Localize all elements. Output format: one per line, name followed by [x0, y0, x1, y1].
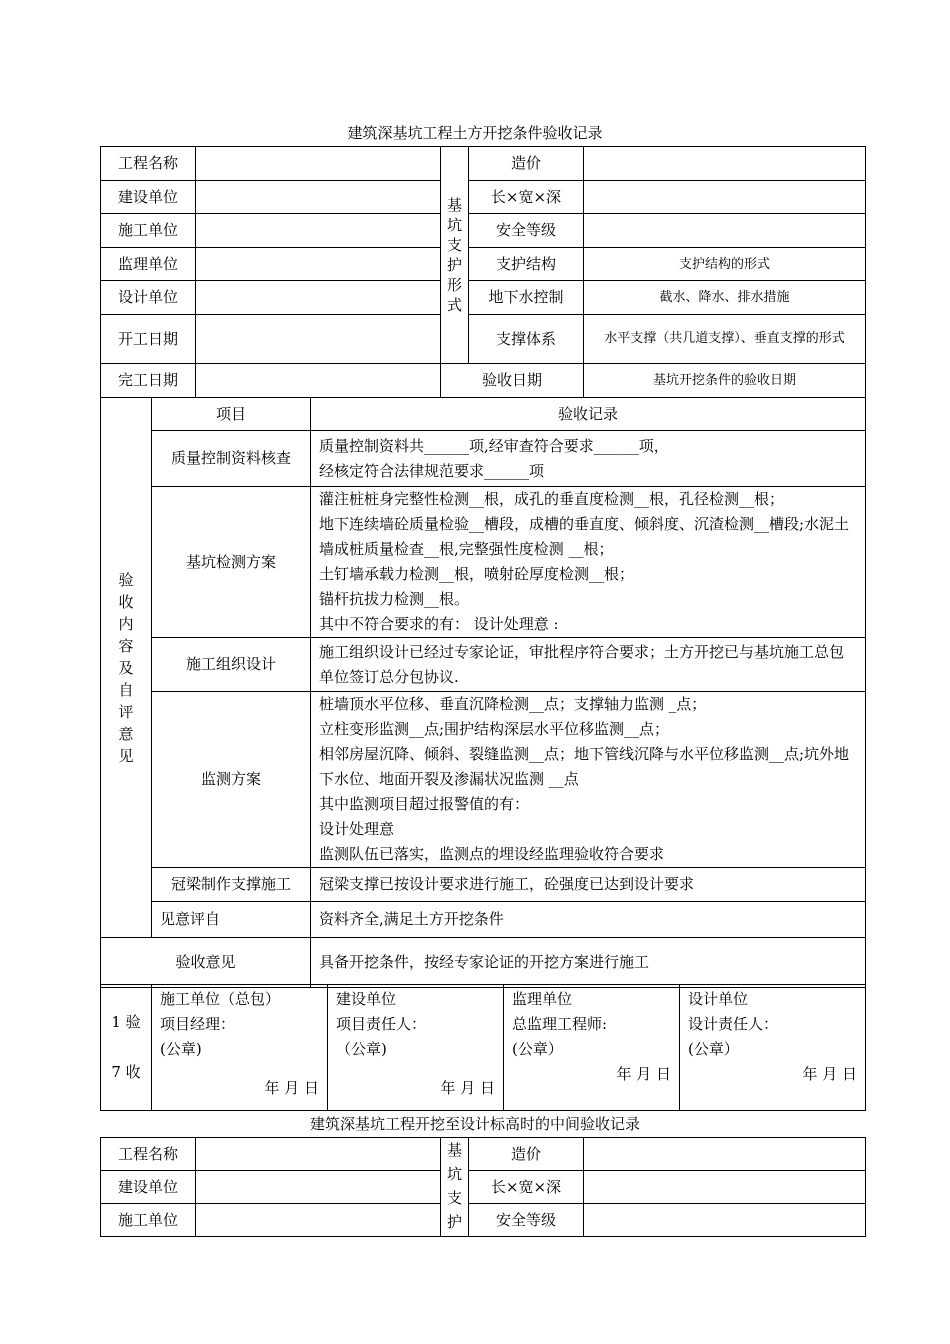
- crown-beam-label: 冠梁制作支撑施工: [152, 868, 311, 902]
- safety-level-value: [584, 214, 866, 248]
- acceptance-date-label: 验收日期: [441, 364, 584, 398]
- sig-side-label: 1 验 7 收: [101, 985, 152, 1111]
- quality-text: 质量控制资料共______项,经审查符合要求______项， 经核定符合法律规范要求______项: [311, 431, 866, 487]
- form1-header-table: [100, 146, 866, 398]
- sig-builder-text: 建设单位 项目责任人： （公章): [336, 990, 427, 1058]
- form2-safety-level-value: [584, 1204, 866, 1237]
- quality-label: 质量控制资料核查: [152, 431, 311, 487]
- sig-supervisor: [504, 985, 680, 1111]
- acceptance-opinion-label: 验收意见: [101, 938, 311, 988]
- builder-value: [196, 181, 441, 214]
- finish-date-label: 完工日期: [101, 364, 196, 398]
- org-design-label: 施工组织设计: [152, 638, 311, 692]
- form2-project-name-label: 工程名称: [101, 1138, 196, 1171]
- groundwater-value: 截水、降水、排水措施: [584, 281, 866, 315]
- sig-supervisor-date: 年 月 日: [616, 1065, 671, 1083]
- form2-cost-value: [584, 1138, 866, 1171]
- monitoring-label: 监测方案: [152, 692, 311, 868]
- dimensions-value: [584, 181, 866, 214]
- form2-contractor-label: 施工单位: [101, 1204, 196, 1237]
- form2-safety-level-label: 安全等级: [469, 1204, 584, 1237]
- crown-beam-text: 冠梁支撑已按设计要求进行施工，砼强度已达到设计要求: [311, 868, 866, 902]
- acceptance-opinion-text: 具备开挖条件，按经专家论证的开挖方案进行施工: [311, 938, 866, 988]
- form2-contractor-value: [196, 1204, 441, 1237]
- monitoring-text: 桩墙顶水平位移、垂直沉降检测__点；支撑轴力监测 _点； 立柱变形监测__点;围护结构深层水平位移监测__点； 相邻房屋沉降、倾斜、裂缝监测__点；地下管线沉降与水平位移监测__点;坑外地下水位、地面开裂及渗漏状况监测 __点 其中监测项目超过报警值的有： 设计处理意 监测队伍已落实，监测点的埋设经监理验收符合要求: [311, 692, 866, 868]
- pit-support-label: 基 坑 支 护 形 式: [441, 147, 469, 364]
- cost-value: [584, 147, 866, 181]
- form2-builder-value: [196, 1171, 441, 1204]
- sig-builder-date: 年 月 日: [440, 1079, 495, 1097]
- form2-builder-label: 建设单位: [101, 1171, 196, 1204]
- form2-pit-support-label: 基 坑 支 护: [441, 1138, 469, 1237]
- form1-content-table: [100, 397, 866, 988]
- form2-project-name-value: [196, 1138, 441, 1171]
- support-structure-label: 支护结构: [469, 248, 584, 281]
- self-eval-text: 资料齐全,满足土方开挖条件: [311, 902, 866, 938]
- start-date-value: [196, 315, 441, 364]
- bracing-value: 水平支撑（共几道支撑）、垂直支撑的形式: [584, 315, 866, 364]
- form2-title: 建筑深基坑工程开挖至设计标高时的中间验收记录: [309, 1115, 640, 1133]
- groundwater-label: 地下水控制: [469, 281, 584, 315]
- form1-title: 建筑深基坑工程土方开挖条件验收记录: [347, 124, 603, 142]
- contractor-value: [196, 214, 441, 248]
- acceptance-date-value: 基坑开挖条件的验收日期: [584, 364, 866, 398]
- form2-dimensions-value: [584, 1171, 866, 1204]
- supervisor-value: [196, 248, 441, 281]
- designer-value: [196, 281, 441, 315]
- sig-contractor-date: 年 月 日: [264, 1079, 319, 1097]
- item-header: 项目: [152, 398, 311, 431]
- sig-contractor: [152, 985, 328, 1111]
- form2-dimensions-label: 长×宽×深: [469, 1171, 584, 1204]
- org-design-text: 施工组织设计已经过专家论证，审批程序符合要求；土方开挖已与基坑施工总包单位签订总分包协议.: [311, 638, 866, 692]
- sig-designer: [680, 985, 866, 1111]
- sig-builder: [328, 985, 504, 1111]
- safety-level-label: 安全等级: [469, 214, 584, 248]
- form1-signature-table: [100, 984, 866, 1111]
- sig-designer-date: 年 月 日: [802, 1065, 857, 1083]
- cost-label: 造价: [469, 147, 584, 181]
- builder-label: 建设单位: [101, 181, 196, 214]
- form2-cost-label: 造价: [469, 1138, 584, 1171]
- support-structure-value: 支护结构的形式: [584, 248, 866, 281]
- finish-date-value: [196, 364, 441, 398]
- contractor-label: 施工单位: [101, 214, 196, 248]
- sig-contractor-text: 施工单位（总包） 项目经理： (公章): [160, 990, 281, 1058]
- pit-test-text: 灌注桩桩身完整性检测__根，成孔的垂直度检测__根，孔径检测__根； 地下连续墙砼质量检验__槽段，成槽的垂直度、倾斜度、沉渣检测__槽段;水泥土墙成桩质量检查__根,完整强性度检测 __根； 土钉墙承载力检测__根，喷射砼厚度检测__根； 锚杆抗拔力检测__根。 其中不符合要求的有： 设计处理意 :: [311, 487, 866, 638]
- sig-supervisor-text: 监理单位 总监理工程师: (公章）: [512, 990, 608, 1058]
- dimensions-label: 长×宽×深: [469, 181, 584, 214]
- form2-header-table: [100, 1137, 866, 1237]
- sig-designer-text: 设计单位 设计责任人： (公章）: [688, 990, 779, 1058]
- self-eval-label: 见意评自: [152, 902, 311, 938]
- project-name-label: 工程名称: [101, 147, 196, 181]
- supervisor-label: 监理单位: [101, 248, 196, 281]
- start-date-label: 开工日期: [101, 315, 196, 364]
- pit-test-label: 基坑检测方案: [152, 487, 311, 638]
- record-header: 验收记录: [311, 398, 866, 431]
- bracing-label: 支撑体系: [469, 315, 584, 364]
- designer-label: 设计单位: [101, 281, 196, 315]
- project-name-value: [196, 147, 441, 181]
- section-label: 验 收 内 容 及 自 评 意 见: [101, 398, 152, 938]
